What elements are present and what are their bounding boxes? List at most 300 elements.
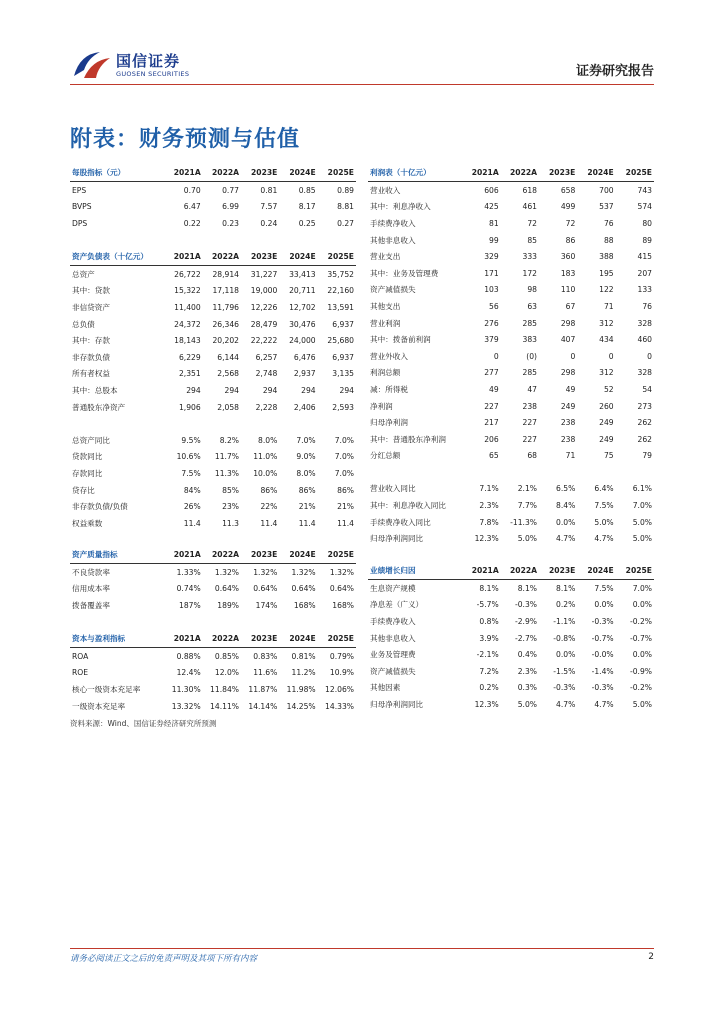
row-value: 11.4 [260, 518, 278, 528]
row-value: 6.47 [183, 202, 201, 212]
row-value: 171 [484, 268, 499, 278]
year-header: 2023E [241, 546, 279, 564]
row-value: 0.89 [337, 185, 354, 195]
table-header-row [368, 562, 654, 580]
row-label: 非信贷资产 [72, 302, 110, 312]
row-value: 12,226 [250, 302, 278, 312]
row-value: 174% [255, 600, 278, 610]
row-value: 26,722 [174, 269, 201, 279]
table-row [70, 399, 356, 416]
row-value: 249 [560, 401, 576, 411]
year-header: 2025E [318, 164, 356, 182]
row-value: 11.7% [214, 452, 240, 462]
table-row [70, 515, 356, 532]
row-value: 85% [222, 485, 240, 495]
row-value: 5.0% [517, 699, 538, 709]
table-row [70, 332, 356, 349]
row-label: 资产减值损失 [370, 285, 416, 295]
row-value: 86% [260, 485, 278, 495]
row-value: 0.2% [479, 683, 499, 693]
row-value: 294 [186, 385, 201, 395]
row-value: 207 [637, 268, 652, 278]
table-row [70, 564, 356, 581]
table-spacer-row [70, 415, 356, 432]
row-value: 13,591 [327, 302, 354, 312]
year-header: 2024E [279, 546, 317, 564]
data-source-note: 资料来源：Wind、国信证券经济研究所预测 [70, 719, 217, 728]
table-section-title: 每股指标（元） [70, 164, 164, 182]
row-value: 79 [642, 451, 652, 461]
row-value: 19,000 [250, 286, 278, 296]
row-value: 0.64% [329, 584, 354, 594]
row-label: 其中：贷款 [72, 286, 110, 296]
table-header-row [368, 164, 654, 182]
row-value: 12.0% [214, 668, 240, 678]
row-value: 262 [637, 418, 652, 428]
row-value: 0 [493, 351, 499, 361]
row-value: 8.17 [298, 202, 316, 212]
row-value: 81 [489, 218, 499, 228]
row-value: 35,752 [327, 269, 354, 279]
row-value: 743 [637, 185, 652, 195]
row-value: -2.1% [476, 650, 499, 660]
row-value: 2,228 [255, 402, 278, 412]
row-value: 168% [293, 600, 316, 610]
row-label: 手续费净收入同比 [370, 517, 431, 527]
row-label: 资产减值损失 [370, 666, 416, 676]
row-value: 4.7% [556, 699, 576, 709]
row-value: 76 [642, 301, 652, 311]
year-header: 2021A [164, 248, 202, 266]
row-value: 328 [637, 368, 652, 378]
row-value: 2,058 [217, 402, 240, 412]
table-section-title: 资产负债表（十亿元） [70, 248, 164, 266]
row-value: 434 [599, 335, 614, 345]
row-value: 14.14% [248, 701, 278, 711]
row-value: 499 [560, 202, 576, 212]
row-label: 非存款负债/负债 [72, 502, 128, 512]
row-value: 5.0% [632, 699, 652, 709]
year-header: 2021A [462, 164, 500, 182]
row-value: -0.7% [629, 633, 652, 643]
row-value: 4.7% [594, 534, 614, 544]
row-value: 312 [599, 368, 614, 378]
year-header: 2023E [241, 248, 279, 266]
year-header: 2022A [501, 164, 539, 182]
row-value: -0.0% [591, 650, 614, 660]
table-row [368, 331, 654, 348]
row-label: 核心一级资本充足率 [72, 684, 141, 694]
row-value: -0.3% [553, 683, 576, 693]
table-row [368, 182, 654, 199]
row-value: 17,118 [212, 286, 240, 296]
row-label: DPS [72, 218, 88, 228]
row-value: -2.9% [514, 616, 538, 626]
row-value: 71 [565, 451, 576, 461]
row-value: 80 [642, 218, 652, 228]
table-row [70, 665, 356, 682]
row-value: 238 [560, 418, 576, 428]
row-value: 388 [599, 252, 614, 262]
row-label: 一级资本充足率 [72, 701, 126, 711]
year-header: 2025E [616, 562, 654, 580]
table-row [70, 681, 356, 698]
row-value: 329 [484, 252, 499, 262]
row-value: 84% [183, 485, 201, 495]
row-value: 12.4% [176, 668, 201, 678]
table-row [70, 432, 356, 449]
row-value: 22,222 [250, 336, 278, 346]
row-label: 业务及管理费 [370, 650, 416, 660]
row-value: 0.0% [632, 650, 652, 660]
page-number: 2 [648, 952, 654, 962]
row-label: 贷款同比 [72, 452, 103, 462]
table-row [368, 298, 654, 315]
row-value: 461 [522, 202, 538, 212]
year-header: 2025E [318, 546, 356, 564]
row-value: 11.4 [298, 518, 316, 528]
row-value: 537 [599, 202, 614, 212]
year-header: 2023E [241, 164, 279, 182]
row-value: -1.1% [553, 616, 576, 626]
row-value: 3,135 [332, 369, 354, 379]
row-value: 7.0% [334, 468, 354, 478]
row-value: 5.0% [517, 534, 538, 544]
row-value: 72 [527, 218, 538, 228]
row-value: 285 [522, 318, 538, 328]
table-row [70, 215, 356, 232]
row-value: 238 [560, 434, 576, 444]
row-label: 普通股东净资产 [72, 402, 126, 412]
row-value: -2.7% [514, 633, 538, 643]
row-value: 86% [298, 485, 316, 495]
row-value: 22,160 [327, 286, 354, 296]
table-row [368, 680, 654, 697]
table-row [70, 366, 356, 383]
row-value: 2,568 [217, 369, 240, 379]
table-row [368, 630, 654, 647]
row-value: 26,346 [212, 319, 240, 329]
row-value: 4.7% [594, 699, 614, 709]
table-row [368, 597, 654, 614]
row-value: 18,143 [174, 336, 201, 346]
row-value: 0.85% [214, 651, 240, 661]
row-value: 13.32% [171, 701, 201, 711]
row-value: 7.5% [181, 468, 201, 478]
row-value: 187% [178, 600, 201, 610]
row-value: 11.84% [210, 684, 240, 694]
row-value: 8.81 [337, 202, 354, 212]
row-label: 减：所得税 [370, 384, 408, 394]
row-value: 8.1% [556, 583, 576, 593]
table-row [70, 266, 356, 283]
row-value: 6,257 [255, 352, 278, 362]
row-value: 7.57 [260, 202, 278, 212]
row-value: 7.1% [479, 484, 499, 494]
row-value: 10.0% [253, 468, 278, 478]
row-value: 24,000 [289, 336, 316, 346]
table-row [368, 315, 654, 332]
row-value: 1.32% [214, 567, 240, 577]
row-value: 0.64% [214, 584, 240, 594]
row-value: 33,413 [289, 269, 316, 279]
table-row [368, 282, 654, 299]
row-value: 98 [527, 285, 538, 295]
row-value: 85 [527, 235, 538, 245]
row-value: 7.0% [334, 435, 354, 445]
row-value: 23% [222, 502, 240, 512]
table-row [368, 663, 654, 680]
page-header [0, 0, 724, 90]
table-row [368, 215, 654, 232]
table-row [70, 349, 356, 366]
table-row [70, 283, 356, 300]
row-value: -0.3% [591, 616, 614, 626]
year-header: 2021A [164, 546, 202, 564]
row-value: 8.0% [296, 468, 316, 478]
row-value: 65 [489, 451, 499, 461]
row-value: -0.7% [591, 633, 614, 643]
row-value: 5.0% [632, 517, 652, 527]
row-label: 其他非息收入 [370, 633, 416, 643]
table-row [70, 597, 356, 614]
table-row [368, 646, 654, 663]
row-value: 189% [217, 600, 240, 610]
row-value: 15,322 [174, 286, 201, 296]
row-value: 217 [484, 418, 499, 428]
row-value: 183 [560, 268, 576, 278]
year-header: 2022A [501, 562, 539, 580]
row-value: 72 [565, 218, 576, 228]
row-value: 63 [527, 301, 538, 311]
row-value: 6.1% [632, 484, 652, 494]
row-value: 7.2% [479, 666, 499, 676]
row-label: ROE [72, 668, 89, 678]
row-value: 8.1% [517, 583, 538, 593]
table-section-title: 业绩增长归因 [368, 562, 462, 580]
row-value: -5.7% [476, 600, 499, 610]
footer-divider [70, 948, 654, 949]
row-value: 0.64% [253, 584, 278, 594]
row-value: 383 [522, 335, 538, 345]
table-row [368, 265, 654, 282]
row-value: 1.32% [253, 567, 278, 577]
row-value: 2,748 [255, 369, 278, 379]
row-value: -1.4% [591, 666, 614, 676]
row-label: 其中：业务及管理费 [370, 268, 439, 278]
row-value: 0.85 [298, 185, 316, 195]
income-statement-table [368, 164, 654, 547]
row-value: 11.98% [286, 684, 316, 694]
row-value: 14.11% [210, 701, 240, 711]
row-value: 0.83% [253, 651, 278, 661]
table-row [368, 580, 654, 597]
row-value: -0.3% [514, 600, 538, 610]
row-value: 415 [637, 252, 652, 262]
row-value: 31,227 [250, 269, 278, 279]
row-value: 0.23 [222, 218, 240, 228]
row-value: 172 [522, 268, 538, 278]
row-value: 6,229 [178, 352, 201, 362]
row-value: 6,937 [332, 352, 354, 362]
row-value: 26% [183, 502, 201, 512]
table-row [368, 381, 654, 398]
row-value: -0.2% [629, 683, 652, 693]
row-value: 5.0% [594, 517, 614, 527]
table-row [368, 232, 654, 249]
row-value: 6.99 [222, 202, 240, 212]
row-value: 28,479 [250, 319, 278, 329]
per-share-table [70, 164, 356, 232]
row-value: 7.8% [479, 517, 499, 527]
row-value: 8.2% [219, 435, 240, 445]
row-value: 10.6% [176, 452, 201, 462]
row-value: 11.0% [253, 452, 278, 462]
year-header: 2022A [203, 546, 241, 564]
row-value: 1,906 [178, 402, 201, 412]
row-value: 0.2% [556, 600, 576, 610]
row-label: 归母净利润 [370, 418, 408, 428]
row-label: 手续费净收入 [370, 218, 416, 228]
row-value: 5.0% [632, 534, 652, 544]
row-label: 信用成本率 [72, 584, 110, 594]
row-value: 0.70 [183, 185, 201, 195]
row-label: 营业外收入 [370, 351, 408, 361]
table-row [368, 481, 654, 498]
row-value: 7.0% [296, 435, 316, 445]
row-value: (0) [526, 351, 538, 361]
page-title: 附表：财务预测与估值 [70, 127, 301, 152]
row-value: 7.0% [632, 583, 652, 593]
row-value: 260 [599, 401, 614, 411]
row-value: 9.5% [181, 435, 201, 445]
row-value: 122 [599, 285, 614, 295]
row-value: 0.0% [632, 600, 652, 610]
row-value: 11.4 [337, 518, 354, 528]
row-label: 其他非息收入 [370, 235, 416, 245]
table-row [70, 316, 356, 333]
row-value: 7.5% [594, 501, 614, 511]
row-label: 利润总额 [370, 368, 401, 378]
row-value: 99 [489, 235, 499, 245]
row-label: BVPS [72, 202, 92, 212]
row-value: 0.0% [556, 650, 576, 660]
row-value: 10.9% [329, 668, 354, 678]
row-value: 379 [484, 335, 499, 345]
year-header: 2021A [462, 562, 500, 580]
row-label: 权益乘数 [72, 518, 103, 528]
row-value: 71 [603, 301, 614, 311]
row-label: 其中：总股本 [72, 385, 118, 395]
row-value: 0.79% [329, 651, 354, 661]
row-value: 2.3% [517, 666, 538, 676]
row-label: 营业收入 [370, 185, 401, 195]
row-value: 52 [603, 384, 614, 394]
row-value: 574 [637, 202, 652, 212]
row-value: 294 [301, 385, 316, 395]
row-value: 7.7% [517, 501, 538, 511]
row-value: 328 [637, 318, 652, 328]
growth-attribution-table [368, 562, 654, 713]
row-label: 总负债 [72, 319, 95, 329]
row-label: EPS [72, 185, 87, 195]
row-value: 14.25% [286, 701, 316, 711]
row-value: 2,937 [293, 369, 316, 379]
table-row [368, 696, 654, 713]
row-value: 0 [570, 351, 576, 361]
row-value: 3.9% [479, 633, 499, 643]
row-value: 333 [522, 252, 538, 262]
row-value: 238 [522, 401, 538, 411]
row-value: 11.87% [248, 684, 278, 694]
row-value: 606 [484, 185, 499, 195]
table-section-title: 资本与盈利指标 [70, 630, 164, 648]
row-value: 0.22 [183, 218, 201, 228]
row-value: 6,476 [293, 352, 316, 362]
row-value: 110 [560, 285, 576, 295]
row-value: 12,702 [289, 302, 316, 312]
year-header: 2024E [577, 164, 615, 182]
row-label: 其中：普通股东净利润 [370, 434, 446, 444]
row-value: 67 [565, 301, 576, 311]
row-value: 12.06% [325, 684, 354, 694]
row-value: 1.32% [329, 567, 354, 577]
row-value: 133 [637, 285, 652, 295]
year-header: 2022A [203, 630, 241, 648]
row-value: 285 [522, 368, 538, 378]
year-header: 2022A [203, 164, 241, 182]
year-header: 2021A [164, 164, 202, 182]
logo-mark-icon [70, 48, 114, 82]
table-row [368, 497, 654, 514]
row-label: ROA [72, 651, 89, 661]
row-value: 0.0% [556, 517, 576, 527]
row-value: 11.30% [171, 684, 201, 694]
row-value: 7.0% [632, 501, 652, 511]
table-section-title: 资产质量指标 [70, 546, 164, 564]
table-row [70, 465, 356, 482]
row-value: 54 [642, 384, 652, 394]
logo-name-cn: 国信证券 [116, 52, 181, 70]
table-row [368, 414, 654, 431]
table-header-row [70, 546, 356, 564]
row-label: 手续费净收入 [370, 616, 416, 626]
row-value: 168% [332, 600, 354, 610]
row-value: 407 [560, 335, 576, 345]
row-label: 拨备覆盖率 [72, 600, 110, 610]
row-value: 0.77 [222, 185, 240, 195]
row-label: 非存款负债 [72, 352, 110, 362]
year-header: 2024E [279, 630, 317, 648]
row-value: 8.1% [479, 583, 499, 593]
row-value: 25,680 [327, 336, 354, 346]
year-header: 2022A [203, 248, 241, 266]
row-value: 6,144 [217, 352, 240, 362]
row-value: 2,406 [293, 402, 316, 412]
row-value: 11.3% [214, 468, 240, 478]
row-value: 298 [560, 318, 576, 328]
row-label: 其他因素 [370, 683, 401, 693]
year-header: 2025E [318, 248, 356, 266]
row-value: 103 [484, 285, 499, 295]
table-row [70, 382, 356, 399]
row-value: 14.33% [325, 701, 354, 711]
row-value: 276 [484, 318, 499, 328]
row-value: 7.0% [334, 452, 354, 462]
row-value: -11.3% [510, 517, 538, 527]
report-type-label: 证券研究报告 [575, 64, 654, 79]
year-header: 2024E [279, 248, 317, 266]
